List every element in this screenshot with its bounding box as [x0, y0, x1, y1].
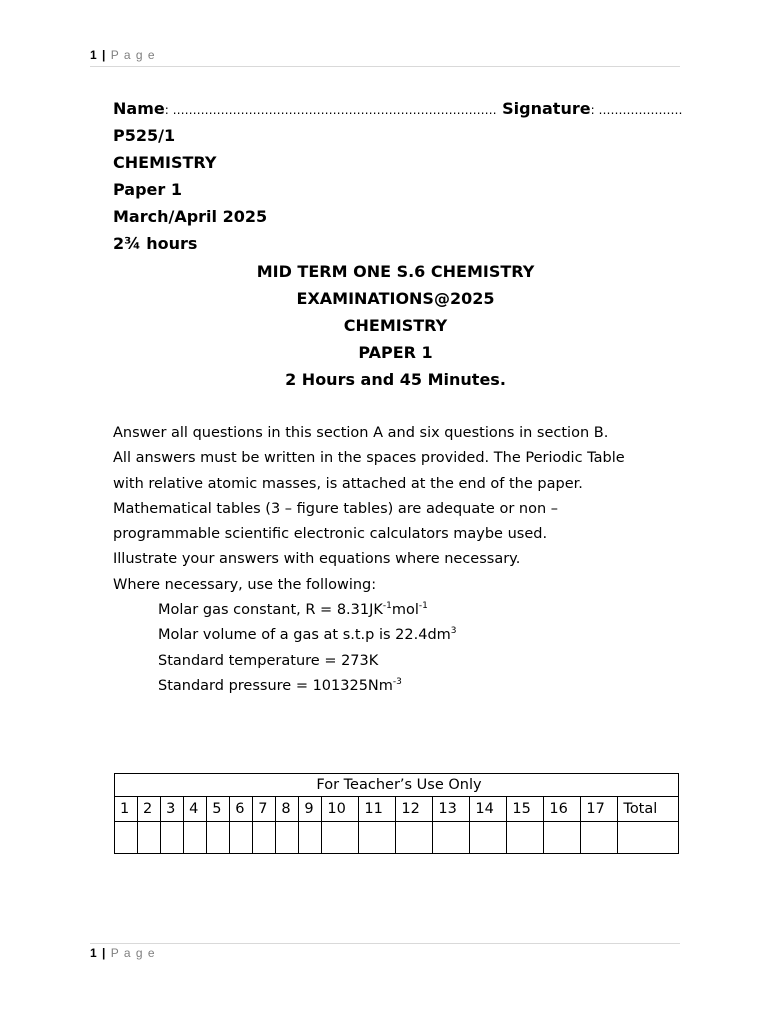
molar-volume: Molar volume of a gas at s.t.p is $22.4dm^3$ — [158, 626, 457, 644]
instruction-line: Mathematical tables (3 – figure tables) are adequate or non – — [113, 500, 559, 517]
title-line-5: 2 Hours and 45 Minutes. — [285, 370, 506, 389]
instruction-line: with relative atomic masses, is attached at the end of the paper. — [113, 475, 583, 492]
name-signature-line — [113, 95, 683, 122]
page-footer — [90, 943, 680, 960]
total-header-cell: Total — [618, 797, 679, 822]
score-cell[interactable] — [581, 822, 618, 854]
question-number-cell: 17 — [581, 797, 618, 822]
teacher-table-header-row — [115, 797, 679, 822]
name-field[interactable]: : ……………………………………………………………………… — [164, 103, 497, 117]
score-cell[interactable] — [276, 822, 299, 854]
question-number-cell: 15 — [507, 797, 544, 822]
page-separator: | — [102, 946, 107, 960]
question-number-cell: 6 — [230, 797, 253, 822]
question-number-cell: 5 — [207, 797, 230, 822]
question-number-cell: 12 — [396, 797, 433, 822]
score-cell[interactable] — [322, 822, 359, 854]
question-number-cell: 11 — [359, 797, 396, 822]
total-score-cell[interactable] — [618, 822, 679, 854]
instruction-line: Answer all questions in this section A and six questions in section B. — [113, 425, 609, 441]
page-header — [90, 48, 680, 67]
score-cell[interactable] — [115, 822, 138, 854]
page-word: P a g e — [110, 946, 156, 960]
student-and-paper-info — [113, 95, 683, 257]
instruction-line: Where necessary, use the following: — [113, 576, 377, 593]
gas-constant: Molar gas constant, $R = 8.31JK^{-1}mol^{-1}$ — [158, 601, 428, 619]
question-number-cell: 7 — [253, 797, 276, 822]
question-number-cell: 8 — [276, 797, 299, 822]
score-cell[interactable] — [161, 822, 184, 854]
question-number-cell: 3 — [161, 797, 184, 822]
score-cell[interactable] — [359, 822, 396, 854]
page-separator: | — [102, 48, 107, 62]
exam-duration: 2¾ hours — [113, 234, 198, 253]
teacher-use-table — [114, 773, 679, 854]
exam-title — [113, 258, 678, 393]
signature-field[interactable]: : ………………… — [590, 103, 683, 117]
standard-temperature: Standard temperature = 273K — [158, 652, 379, 669]
instruction-line: Illustrate your answers with equations where necessary. — [113, 551, 521, 568]
score-cell[interactable] — [253, 822, 276, 854]
score-cell[interactable] — [184, 822, 207, 854]
instruction-line: programmable scientific electronic calculators maybe used. — [113, 526, 548, 543]
name-label: Name — [113, 99, 165, 118]
instructions — [113, 421, 683, 699]
question-number-cell: 4 — [184, 797, 207, 822]
paper-number: Paper 1 — [113, 180, 182, 199]
teacher-table-caption: For Teacher’s Use Only — [115, 774, 679, 797]
standard-pressure: Standard pressure = $101325Nm^{-3}$ — [158, 676, 402, 694]
score-cell[interactable] — [396, 822, 433, 854]
score-cell[interactable] — [470, 822, 507, 854]
question-number-cell: 13 — [433, 797, 470, 822]
page-number: 1 — [90, 946, 98, 960]
question-number-cell: 10 — [322, 797, 359, 822]
teacher-table-score-row — [115, 822, 679, 854]
question-number-cell: 9 — [299, 797, 322, 822]
question-number-cell: 2 — [138, 797, 161, 822]
score-cell[interactable] — [138, 822, 161, 854]
paper-code: P525/1 — [113, 126, 176, 145]
instruction-line: All answers must be written in the spaces provided. The Periodic Table — [113, 450, 625, 467]
paper-subject: CHEMISTRY — [113, 153, 217, 172]
score-cell[interactable] — [230, 822, 253, 854]
question-number-cell: 16 — [544, 797, 581, 822]
title-line-2: EXAMINATIONS@2025 — [296, 289, 495, 308]
score-cell[interactable] — [207, 822, 230, 854]
signature-label: Signature — [502, 99, 591, 118]
score-cell[interactable] — [299, 822, 322, 854]
title-line-4: PAPER 1 — [358, 343, 433, 362]
question-number-cell: 1 — [115, 797, 138, 822]
page-word: P a g e — [110, 48, 156, 62]
score-cell[interactable] — [544, 822, 581, 854]
score-cell[interactable] — [433, 822, 470, 854]
page-number: 1 — [90, 48, 98, 62]
exam-session: March/April 2025 — [113, 207, 268, 226]
title-line-3: CHEMISTRY — [343, 316, 448, 335]
question-number-cell: 14 — [470, 797, 507, 822]
title-line-1: MID TERM ONE S.6 CHEMISTRY — [256, 262, 535, 281]
score-cell[interactable] — [507, 822, 544, 854]
